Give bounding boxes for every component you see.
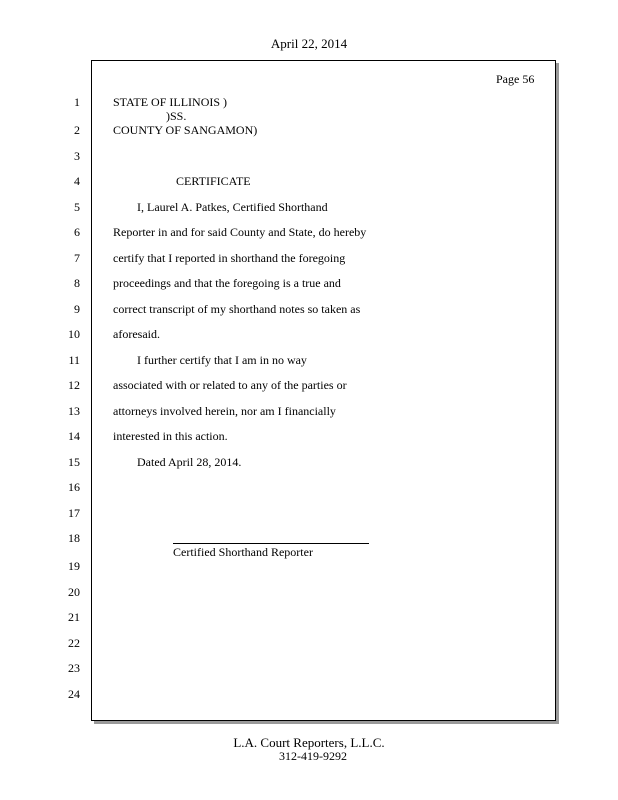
venue-ss: )SS. [166, 109, 187, 123]
line-number: 1 [74, 95, 80, 109]
certificate-title: CERTIFICATE [176, 174, 251, 188]
line-number: 18 [68, 531, 80, 545]
line-number: 16 [68, 480, 80, 494]
venue-county: COUNTY OF SANGAMON) [113, 123, 258, 137]
transcript-line: attorneys involved herein, nor am I financially [113, 404, 336, 418]
footer-company: L.A. Court Reporters, L.L.C. [233, 735, 385, 750]
transcript-line: interested in this action. [113, 429, 228, 443]
dated-line: Dated April 28, 2014. [137, 455, 242, 469]
header-date: April 22, 2014 [270, 36, 348, 51]
line-number: 2 [74, 123, 80, 137]
venue-state: STATE OF ILLINOIS ) [113, 95, 228, 109]
line-number: 12 [68, 378, 80, 392]
line-number: 7 [74, 251, 80, 265]
signature-caption: Certified Shorthand Reporter [173, 545, 313, 559]
transcript-line: Reporter in and for said County and State, do hereby [113, 225, 367, 239]
line-number: 20 [68, 585, 80, 599]
transcript-line: associated with or related to any of the parties or [113, 378, 347, 392]
line-number: 6 [74, 225, 80, 239]
line-number: 9 [74, 302, 80, 316]
transcript-line: I further certify that I am in no way [137, 353, 307, 367]
transcript-line: correct transcript of my shorthand notes so taken as [113, 302, 361, 316]
signature-line [173, 543, 369, 544]
line-number: 8 [74, 276, 80, 290]
line-number: 17 [68, 506, 80, 520]
page-number: Page 56 [496, 72, 535, 86]
line-number: 14 [68, 429, 80, 443]
footer-phone: 312-419-9292 [279, 749, 347, 763]
transcript-line: proceedings and that the foregoing is a true and [113, 276, 341, 290]
line-number: 23 [68, 661, 80, 675]
transcript-line: certify that I reported in shorthand the foregoing [113, 251, 346, 265]
line-number: 3 [74, 149, 80, 163]
line-number: 10 [68, 327, 80, 341]
line-number: 5 [74, 200, 80, 214]
transcript-line: I, Laurel A. Patkes, Certified Shorthand [137, 200, 328, 214]
line-number: 22 [68, 636, 80, 650]
line-number: 11 [68, 353, 80, 367]
line-number: 15 [68, 455, 80, 469]
line-number: 13 [68, 404, 80, 418]
line-number: 24 [68, 687, 80, 701]
line-number: 19 [68, 559, 80, 573]
line-number: 4 [74, 174, 80, 188]
transcript-line: aforesaid. [113, 327, 160, 341]
line-number: 21 [68, 610, 80, 624]
